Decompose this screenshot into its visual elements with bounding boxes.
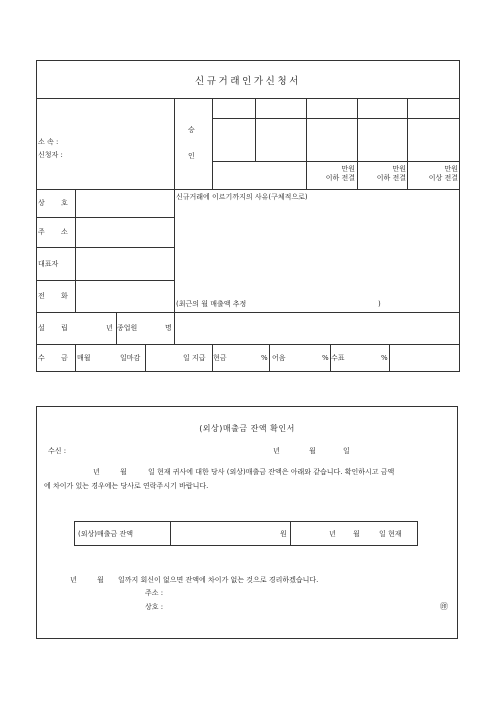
employees-label: 종업원 <box>117 324 138 332</box>
address-label: 주 소 <box>38 228 75 236</box>
reason-label: 신규거래에 이르기까지의 사유(구체적으로) <box>176 193 308 201</box>
bill-label: 어음 <box>272 354 286 362</box>
date-month: 월 <box>309 447 316 455</box>
cash-label: 현금 <box>213 354 227 362</box>
body-line2: 에 차이가 있는 경우에는 당사로 연락주시기 바랍니다. <box>44 482 209 490</box>
payment-day: 일 지급 <box>183 354 206 362</box>
recipient-field[interactable] <box>75 445 255 456</box>
approval-label-1: 승 <box>188 126 195 134</box>
date-year: 년 <box>273 447 280 455</box>
balance-label: (외상)매출금 잔액 <box>78 530 134 538</box>
sender-company-label: 상호 : <box>145 603 164 611</box>
affiliation-field[interactable] <box>38 100 172 188</box>
reason-field[interactable] <box>176 205 458 295</box>
payment-cutoff: 일마감 <box>120 354 141 362</box>
ceo-label: 대표자 <box>38 260 59 268</box>
approval-col-1-line1: 만원 <box>341 165 355 173</box>
cash-percent: % <box>261 354 268 362</box>
phone-label: 전 화 <box>38 292 75 300</box>
affiliation-label: 소 속 : <box>38 138 59 146</box>
monthly-sales-label: (최근의 월 매출액 추정 <box>176 300 247 308</box>
asof-day: 일 현재 <box>379 530 402 538</box>
asof-month: 월 <box>353 530 360 538</box>
approval-col-3-line2: 이상 전결 <box>428 174 458 182</box>
seal-mark: ㊞ <box>440 602 448 611</box>
company-name-field[interactable] <box>77 191 173 216</box>
applicant-label: 신청자 : <box>38 151 63 159</box>
form1-title: 신규거래인가신청서 <box>195 76 301 87</box>
body-line1: 일 현재 귀사에 대한 당사 (외상)매출금 잔액은 아래와 같습니다. 확인하시고 금액 <box>148 468 395 476</box>
payment-label: 수 금 <box>38 354 75 362</box>
approval-col-3-line1: 만원 <box>444 165 458 173</box>
monthly-sales-close: ) <box>378 300 381 308</box>
sender-company-field[interactable] <box>168 601 368 612</box>
footer-text: 일까지 회신이 없으면 잔액에 차이가 없는 것으로 경리하겠습니다. <box>118 576 319 584</box>
footer-year: 년 <box>70 576 77 584</box>
employees-unit: 명 <box>165 324 172 332</box>
body-year: 년 <box>93 468 100 476</box>
bill-percent: % <box>322 354 329 362</box>
body-month: 월 <box>120 468 127 476</box>
recipient-label: 수신 : <box>48 447 67 455</box>
footer-month: 월 <box>97 576 104 584</box>
date-day: 일 <box>343 447 350 455</box>
check-percent: % <box>381 354 388 362</box>
sender-address-field[interactable] <box>168 587 368 598</box>
company-name-label: 상 호 <box>38 199 75 207</box>
form2-title: (외상)매출금 잔액 확인서 <box>199 424 295 433</box>
approval-col-2-line2: 이하 전결 <box>376 174 406 182</box>
founded-label: 설 립 <box>38 324 75 332</box>
asof-year: 년 <box>329 530 336 538</box>
approval-col-1-line2: 이하 전결 <box>325 174 355 182</box>
check-label: 수표 <box>331 354 345 362</box>
phone-field[interactable] <box>77 282 173 311</box>
balance-won: 원 <box>280 530 287 538</box>
ceo-field[interactable] <box>77 249 173 279</box>
payment-monthly: 매월 <box>77 354 91 362</box>
approval-col-2-line1: 만원 <box>392 165 406 173</box>
balance-amount-field[interactable] <box>172 523 278 544</box>
approval-label-2: 인 <box>188 152 195 160</box>
founded-year-unit: 년 <box>106 324 113 332</box>
address-field[interactable] <box>77 219 173 246</box>
sender-address-label: 주소 : <box>145 589 164 597</box>
